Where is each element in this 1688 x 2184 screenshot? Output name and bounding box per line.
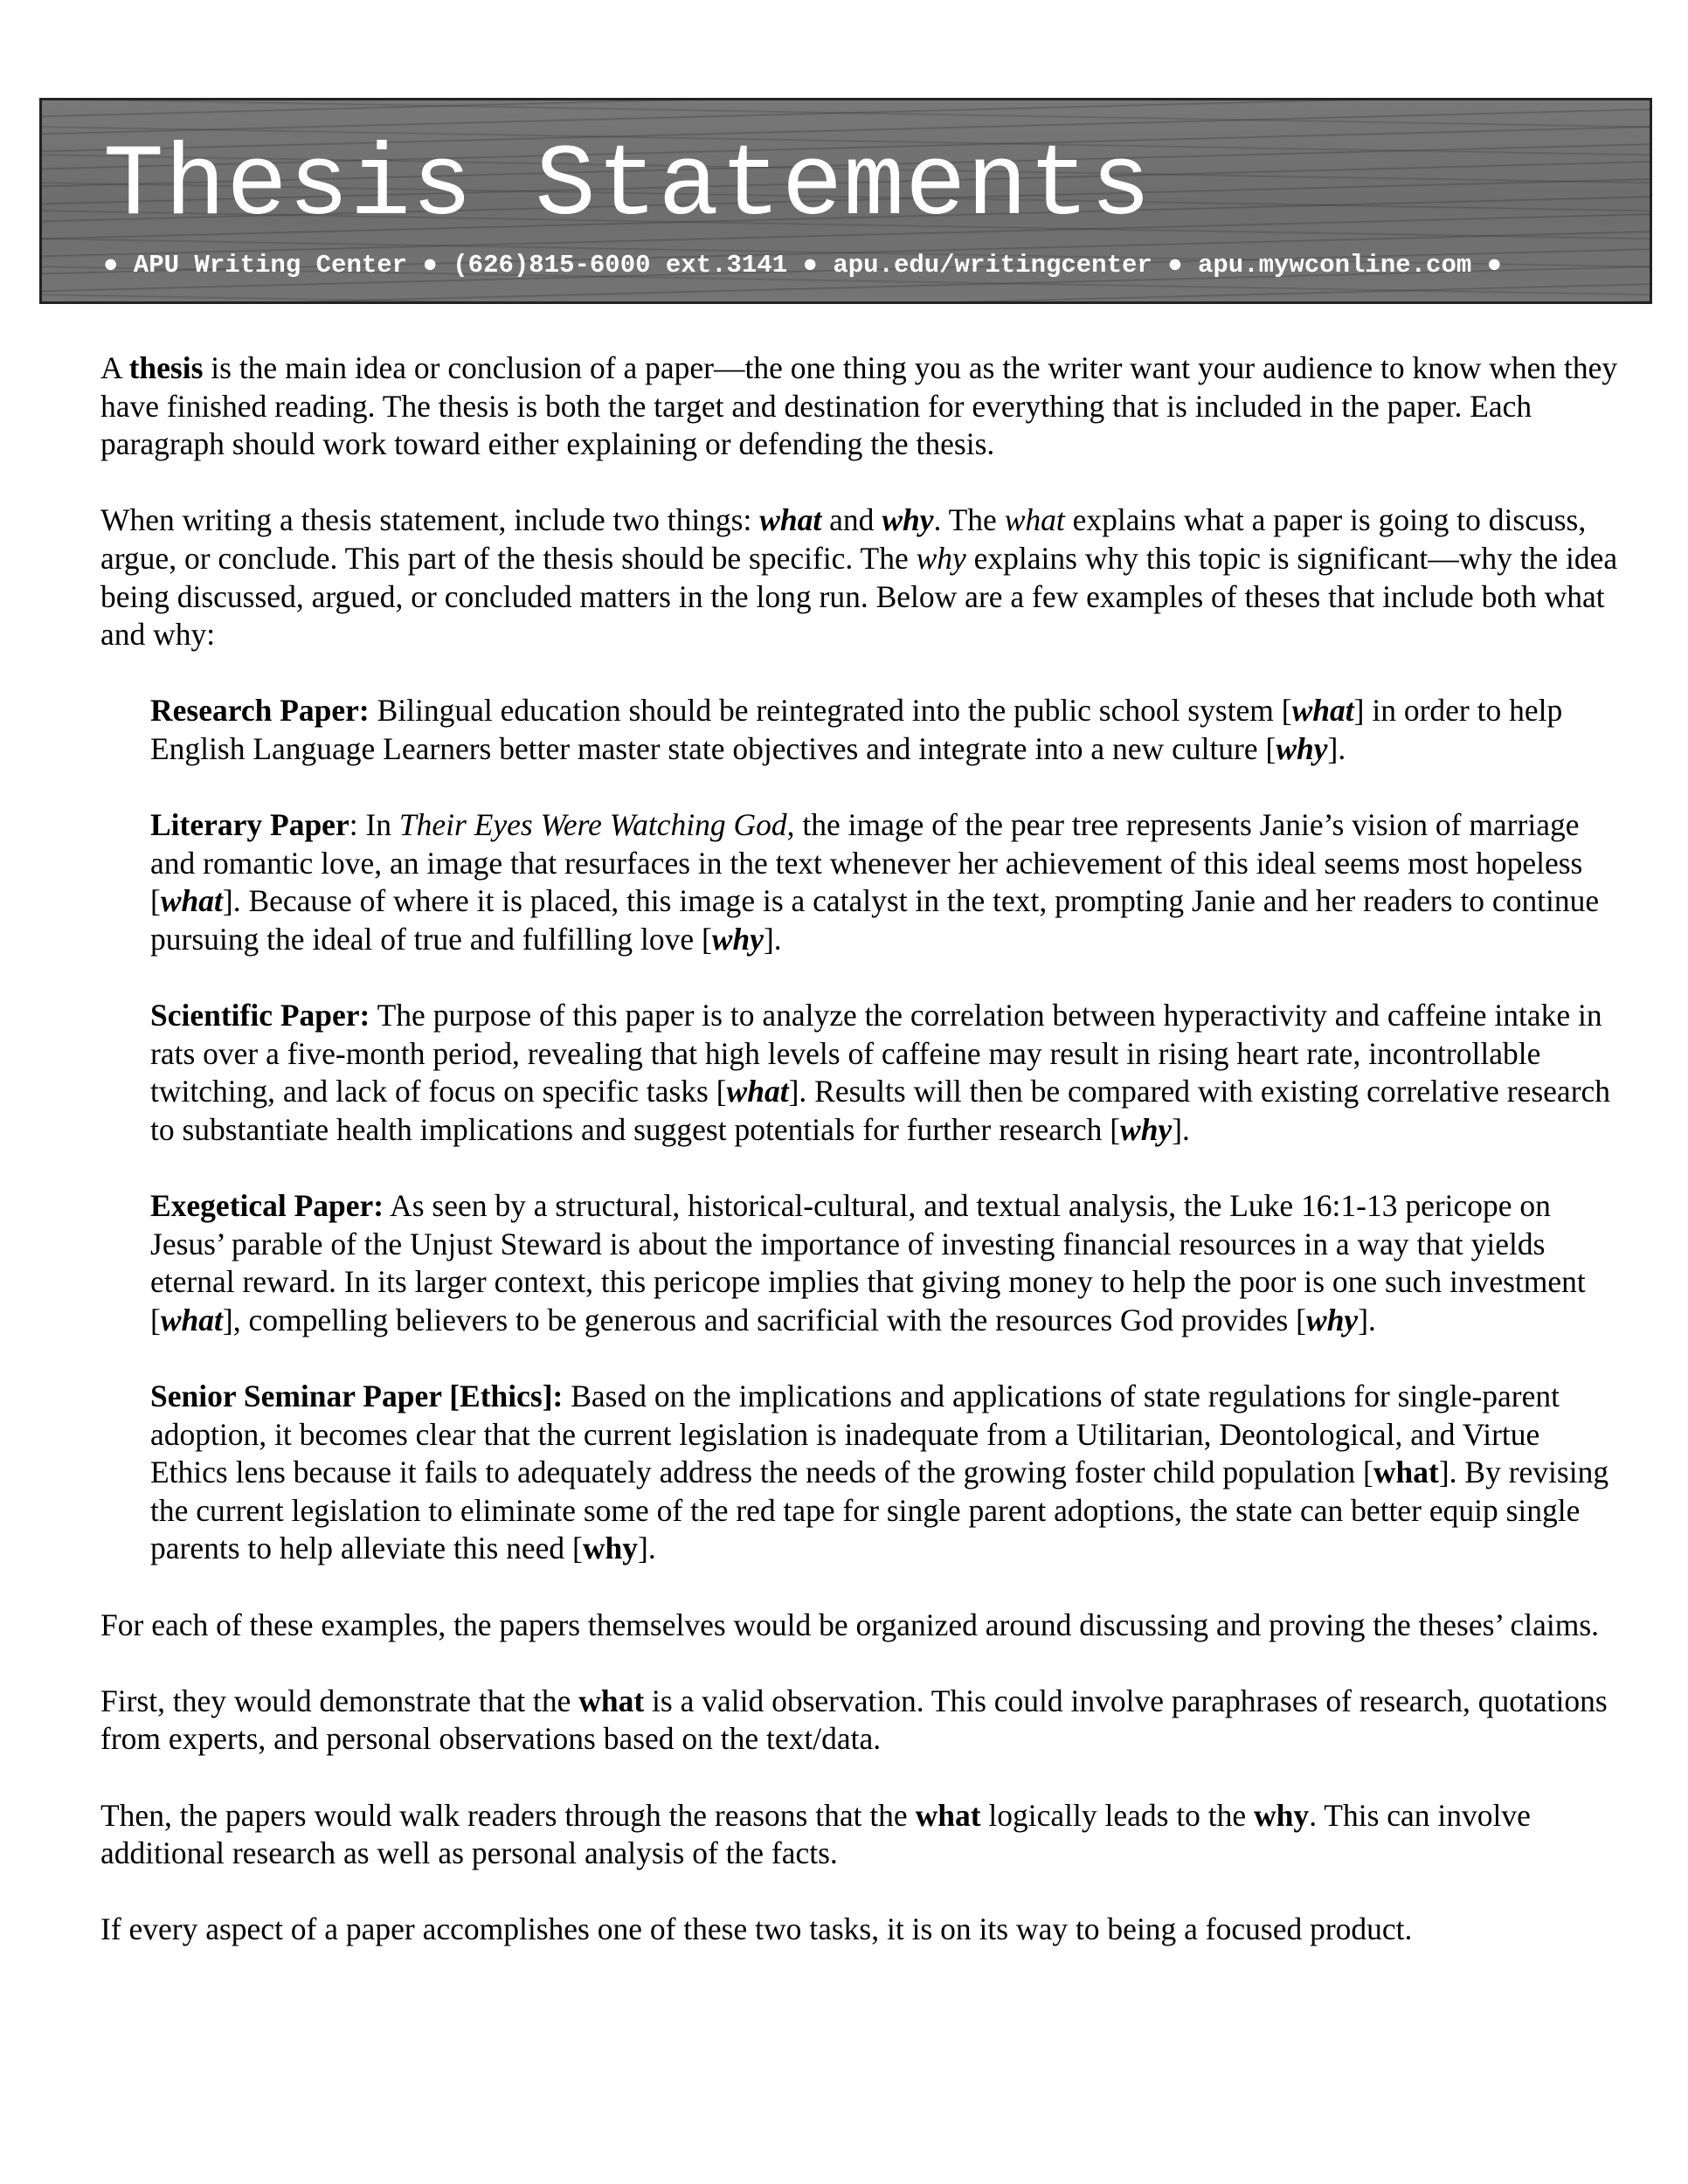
- paragraph-text: ].: [1172, 1111, 1190, 1147]
- emphasis-text: why: [1276, 730, 1328, 766]
- emphasis-text: what: [1004, 502, 1065, 538]
- paragraph-text: Then, the papers would walk readers through the reasons that the: [100, 1797, 916, 1833]
- emphasis-text: why: [1306, 1302, 1359, 1337]
- emphasis-text: what: [160, 883, 223, 919]
- paragraph-text: is the main idea or conclusion of a paper—the one thing you as the writer want your audience to know when they have finished reading. The thesis is both the target and destination for everything that is included in the paper. Each paragraph should work toward either explaining or defending the thesis.: [100, 350, 1618, 462]
- paragraph-text: ], compelling believers to be generous and sacrificial with the resources God provides [: [222, 1302, 1307, 1337]
- emphasis-text: why: [711, 921, 764, 957]
- paragraph-text: ].: [638, 1531, 656, 1566]
- emphasis-text: why: [582, 1531, 638, 1566]
- paragraph-text: ]. By revising the current legislation to eliminate some of the red tape for single parent adoptions, the state can better equip single parents to help alleviate this need [: [150, 1455, 1609, 1566]
- paragraph-text: When writing a thesis statement, include two things:: [100, 502, 760, 538]
- paragraph-text: First, they would demonstrate that the: [100, 1683, 579, 1718]
- paragraph-text: . The: [933, 502, 1005, 538]
- emphasis-text: Scientific Paper:: [150, 998, 370, 1033]
- emphasis-text: what: [578, 1683, 645, 1718]
- emphasis-text: what: [759, 502, 822, 538]
- emphasis-text: what: [915, 1797, 981, 1833]
- body-paragraph: [100, 501, 1621, 653]
- paragraph-text: : In: [349, 807, 399, 843]
- paragraph-text: explains why this topic is significant—why the idea being discussed, argued, or concluded matters in the long run. Below are a few examples of theses that include both what and why:: [100, 540, 1618, 653]
- header-banner: [39, 98, 1652, 304]
- emphasis-text: Exegetical Paper:: [150, 1188, 384, 1224]
- emphasis-text: what: [726, 1074, 789, 1109]
- example-paragraph: [150, 1187, 1621, 1339]
- paragraph-text: ].: [1327, 730, 1346, 766]
- paragraph-text: As seen by a structural, historical-cultural, and textual analysis, the Luke 16:1-13 pericope on Jesus’ parable of the Unjust Steward is about the importance of investing financial resources in a way that yields eternal reward. In its larger context, this pericope implies that giving money to help the poor is one such investment [: [150, 1188, 1586, 1337]
- emphasis-text: why: [1254, 1797, 1310, 1833]
- paragraph-text: Bilingual education should be reintegrated into the public school system [: [369, 693, 1292, 729]
- paragraph-text: If every aspect of a paper accomplishes one of these two tasks, it is on its way to being a focused product.: [100, 1911, 1413, 1947]
- paragraph-text: ]. Results will then be compared with existing correlative research to substantiate health implications and suggest potentials for further research [: [150, 1074, 1611, 1147]
- emphasis-text: what: [1291, 693, 1354, 729]
- paragraph-text: For each of these examples, the papers themselves would be organized around discussing and proving the theses’ claims.: [100, 1607, 1600, 1642]
- emphasis-text: why: [916, 540, 966, 576]
- example-paragraph: [150, 692, 1621, 768]
- paragraph-text: ]. Because of where it is placed, this image is a catalyst in the text, prompting Janie and her readers to continue pursuing the ideal of true and fulfilling love [: [150, 883, 1600, 957]
- document-body: [100, 349, 1621, 1987]
- page-title: Thesis Statements: [103, 128, 1152, 244]
- example-paragraph: [150, 1378, 1621, 1568]
- paragraph-text: . This can involve additional research as well as personal analysis of the facts.: [100, 1797, 1531, 1871]
- body-paragraph: [100, 1683, 1621, 1759]
- paragraph-text: ].: [763, 921, 782, 957]
- body-paragraph: [100, 349, 1621, 464]
- body-paragraph: [100, 1797, 1621, 1873]
- paragraph-text: ] in order to help English Language Learners better master state objectives and integrate into a new culture [: [150, 693, 1563, 766]
- paragraph-text: , the image of the pear tree represents Janie’s vision of marriage and romantic love, an image that resurfaces in the text whenever her achievement of this ideal seems most hopeless [: [150, 807, 1583, 919]
- emphasis-text: Literary Paper: [150, 807, 349, 843]
- paragraph-text: Based on the implications and applications of state regulations for single-parent adoption, it becomes clear that the current legislation is inadequate from a Utilitarian, Deontological, and Virtue Ethics lens because it fails to adequately address the needs of the growing foster child population [: [150, 1379, 1560, 1490]
- example-paragraph: [150, 997, 1621, 1149]
- emphasis-text: what: [160, 1302, 223, 1337]
- paragraph-text: and: [821, 502, 882, 538]
- emphasis-text: Senior Seminar Paper [Ethics]:: [150, 1379, 564, 1414]
- body-paragraph: [100, 1607, 1621, 1645]
- emphasis-text: thesis: [128, 350, 204, 385]
- paragraph-text: logically leads to the: [980, 1797, 1255, 1833]
- emphasis-text: Research Paper:: [150, 693, 370, 729]
- paragraph-text: ].: [1358, 1302, 1376, 1337]
- emphasis-text: what: [1373, 1455, 1439, 1490]
- emphasis-text: why: [1120, 1111, 1173, 1147]
- paragraph-text: A: [100, 350, 129, 385]
- contact-line: ● APU Writing Center ● (626)815-6000 ext.3141 ● apu.edu/writingcenter ● apu.mywconline.com ●: [103, 251, 1503, 280]
- emphasis-text: Their Eyes Were Watching God: [398, 807, 787, 843]
- paragraph-text: is a valid observation. This could involve paraphrases of research, quotations from experts, and personal observations based on the text/data.: [100, 1683, 1608, 1757]
- example-paragraph: [150, 806, 1621, 958]
- paragraph-text: explains what a paper is going to discuss, argue, or conclude. This part of the thesis should be specific. The: [100, 502, 1587, 576]
- emphasis-text: why: [882, 502, 934, 538]
- body-paragraph: [100, 1911, 1621, 1949]
- paragraph-text: The purpose of this paper is to analyze the correlation between hyperactivity and caffeine intake in rats over a five-month period, revealing that high levels of caffeine may result in rising heart rate, incontrollable twitching, and lack of focus on specific tasks [: [150, 998, 1602, 1109]
